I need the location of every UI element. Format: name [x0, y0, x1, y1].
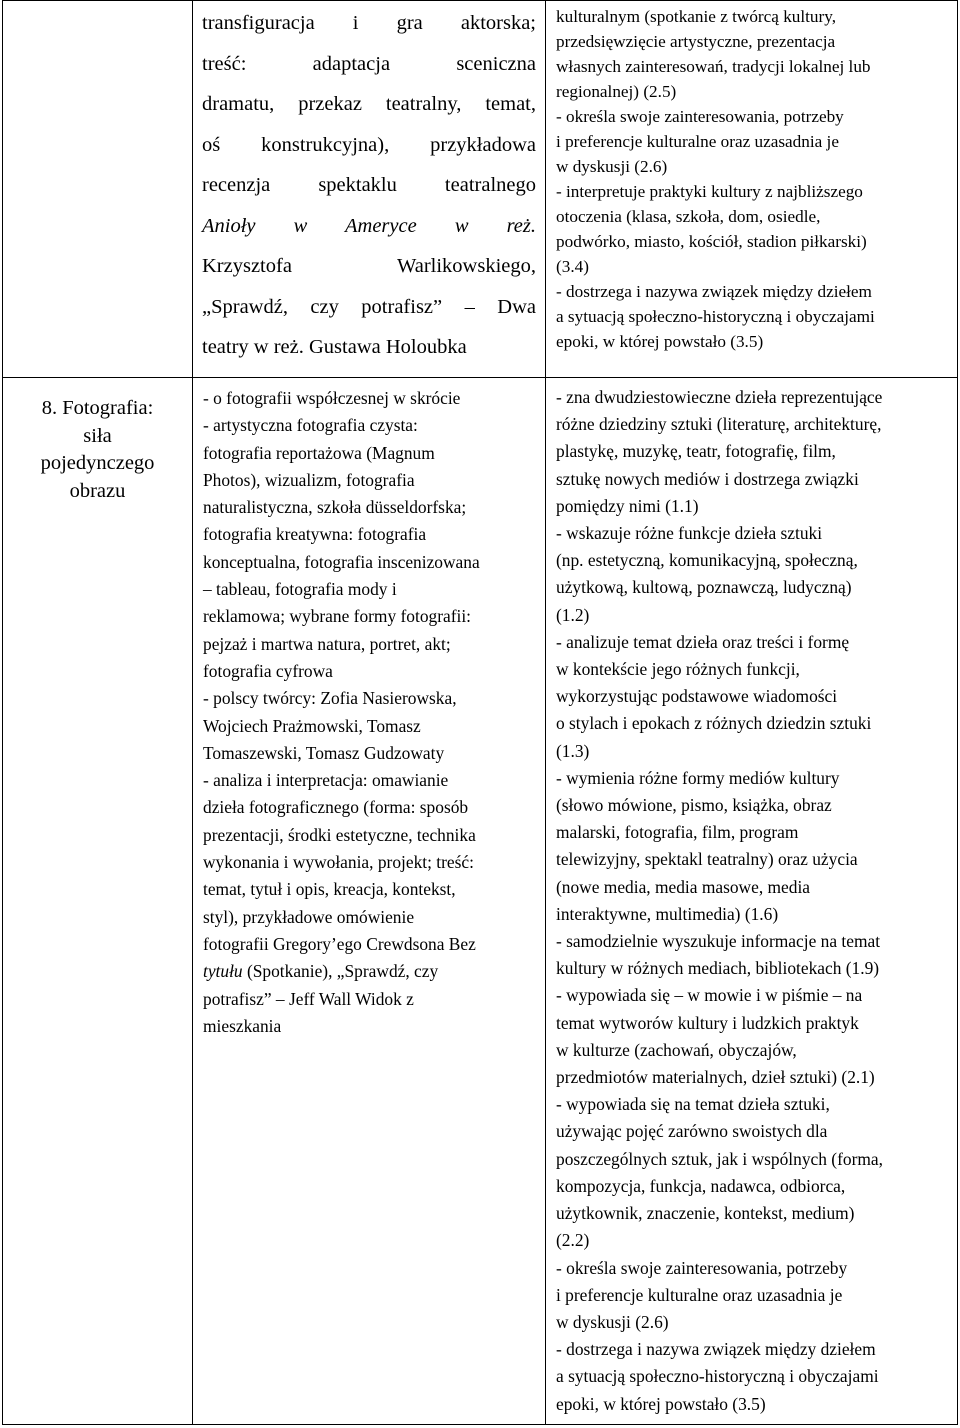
content-line: teatry w reż. Gustawa Holoubka: [202, 336, 467, 358]
topic-cell: [3, 378, 193, 1425]
outcome-line: malarski, fotografia, film, program: [556, 822, 799, 843]
outcome-line: - wskazuje różne funkcje dzieła sztuki: [556, 523, 823, 544]
outcome-line: kultury w różnych mediach, bibliotekach (1.9): [556, 958, 880, 979]
content-line-tail: (Spotkanie), „Sprawdź, czy: [242, 961, 439, 982]
outcome-line: wykorzystując podstawowe wiadomości: [556, 686, 838, 707]
outcome-line: i preferencje kulturalne oraz uzasadnia je: [556, 1284, 843, 1305]
outcome-line: o stylach i epokach z różnych dziedzin sztuki: [556, 713, 872, 734]
outcome-line: użytkową, kultową, poznawczą, ludyczną): [556, 577, 852, 598]
outcome-line: a sytuacją społeczno-historyczną i obyczajami: [556, 1366, 879, 1387]
content-cell: [193, 1, 546, 378]
content-line: fotografia kreatywna: fotografia: [203, 524, 427, 545]
content-text: [193, 1, 545, 368]
outcome-line: w kulturze (zachowań, obyczajów,: [556, 1039, 797, 1060]
outcome-line: - zna dwudziestowieczne dzieła reprezentujące: [556, 387, 883, 407]
content-line: fotografia cyfrowa: [203, 660, 333, 681]
outcome-line: regionalnej) (2.5): [556, 82, 677, 101]
outcome-line: używając pojęć zarówno swoistych dla: [556, 1121, 828, 1142]
outcome-line: (nowe media, media masowe, media: [556, 876, 811, 897]
content-line: – tableau, fotografia mody i: [203, 579, 397, 600]
table-row: [3, 1, 958, 378]
outcome-line: (2.2): [556, 1230, 590, 1251]
content-cell: [193, 378, 546, 1425]
content-line: transfiguracja i gra aktorska;: [202, 12, 536, 34]
outcome-line: otoczenia (klasa, szkoła, dom, osiedle,: [556, 207, 821, 226]
outcome-line: własnych zainteresowań, tradycji lokalnej lub: [556, 57, 871, 76]
content-line: [203, 958, 541, 985]
outcome-line: - samodzielnie wyszukuje informacje na temat: [556, 931, 881, 952]
outcome-line: (3.4): [556, 257, 589, 276]
outcome-line: (słowo mówione, pismo, książka, obraz: [556, 795, 832, 816]
outcome-line: a sytuacją społeczno-historyczną i obyczajami: [556, 307, 875, 326]
content-line: fotografii Gregory’ego Crewdsona Bez: [203, 933, 476, 954]
content-line: mieszkania: [203, 1015, 282, 1036]
topic-line: 8. Fotografia:: [41, 397, 154, 419]
outcome-line: interaktywne, multimedia) (1.6): [556, 903, 779, 924]
outcome-line: - dostrzega i nazywa związek między dziełem: [556, 1339, 876, 1360]
outcome-line: plastykę, muzykę, teatr, fotografię, film,: [556, 441, 836, 462]
content-line: Photos), wizualizm, fotografia: [203, 469, 415, 490]
outcome-line: w dyskusji (2.6): [556, 157, 668, 176]
topic-line: siła: [83, 424, 112, 447]
outcome-line: - dostrzega i nazywa związek między dziełem: [556, 282, 872, 301]
content-line: prezentacji, środki estetyczne, technika: [203, 824, 476, 845]
content-line: konceptualna, fotografia inscenizowana: [203, 551, 480, 572]
content-line: reklamowa; wybrane formy fotografii:: [203, 606, 472, 627]
content-line: temat, tytuł i opis, kreacja, kontekst,: [203, 879, 456, 900]
outcome-line: - określa swoje zainteresowania, potrzeby: [556, 1257, 848, 1278]
outcome-line: w dyskusji (2.6): [556, 1311, 669, 1332]
content-line: - artystyczna fotografia czysta:: [203, 415, 418, 436]
outcome-line: przedsięwzięcie artystyczne, prezentacja: [556, 32, 836, 51]
outcome-line: temat wytworów kultury i ludzkich praktyk: [556, 1012, 859, 1033]
content-line: Krzysztofa Warlikowskiego,: [202, 255, 536, 277]
outcome-line: (1.3): [556, 740, 590, 761]
outcome-line: - wypowiada się na temat dzieła sztuki,: [556, 1094, 830, 1115]
outcome-line: użytkownik, znaczenie, kontekst, medium): [556, 1203, 855, 1224]
content-line: fotografia reportażowa (Magnum: [203, 442, 435, 463]
content-line: dramatu, przekaz teatralny, temat,: [202, 93, 536, 115]
content-line: - polscy twórcy: Zofia Nasierowska,: [203, 688, 457, 709]
content-line: recenzja spektaklu teatralnego: [202, 174, 536, 196]
outcome-line: - wymienia różne formy mediów kultury: [556, 767, 840, 788]
table-row: [3, 378, 958, 1425]
content-text: [193, 378, 545, 1040]
outcome-line: (1.2): [556, 604, 590, 625]
syllabus-table: [2, 0, 958, 1425]
outcome-line: - wypowiada się – w mowie i w piśmie – na: [556, 985, 863, 1006]
content-line: „Sprawdź, czy potrafisz” – Dwa: [202, 295, 536, 318]
outcome-line: przedmiotów materialnych, dzieł sztuki) (2.1): [556, 1067, 875, 1088]
topic-title: [3, 378, 192, 505]
content-line: potrafisz” – Jeff Wall Widok z: [203, 988, 414, 1009]
outcomes-text: [546, 1, 957, 354]
outcome-line: różne dziedziny sztuki (literaturę, architekturę,: [556, 414, 882, 435]
topic-line: pojedynczego: [40, 452, 155, 474]
content-line: styl), przykładowe omówienie: [203, 906, 415, 927]
outcome-line: podwórko, miasto, kościół, stadion piłkarski): [556, 232, 867, 251]
outcomes-text: [546, 378, 957, 1418]
italic-title: tytułu: [203, 961, 243, 982]
topic-line: obrazu: [69, 479, 126, 502]
content-line: oś konstrukcyjna), przykładowa: [202, 133, 536, 156]
content-line: wykonania i wywołania, projekt; treść:: [203, 852, 474, 873]
outcome-line: - określa swoje zainteresowania, potrzeby: [556, 107, 844, 126]
outcome-line: w kontekście jego różnych funkcji,: [556, 659, 800, 680]
content-line: Tomaszewski, Tomasz Gudzowaty: [203, 742, 445, 763]
content-line: pejzaż i martwa natura, portret, akt;: [203, 633, 451, 654]
outcome-line: telewizyjny, spektakl teatralny) oraz użycia: [556, 849, 858, 870]
content-line: dzieła fotograficznego (forma: sposób: [203, 797, 469, 818]
content-line: treść: adaptacja sceniczna: [202, 52, 536, 75]
italic-title: Anioły w Ameryce: [202, 214, 417, 237]
outcome-line: epoki, w której powstało (3.5): [556, 332, 764, 351]
content-line-tail: w reż.: [416, 214, 537, 237]
outcomes-cell: [546, 1, 958, 378]
outcomes-cell: [546, 378, 958, 1425]
outcome-line: (np. estetyczną, komunikacyjną, społeczną,: [556, 550, 858, 571]
outcome-line: sztukę nowych mediów i dostrzega związki: [556, 468, 859, 489]
outcome-line: poszczególnych sztuk, jak i wspólnych (forma,: [556, 1148, 883, 1169]
outcome-line: pomiędzy nimi (1.1): [556, 495, 699, 516]
content-line: - o fotografii współczesnej w skrócie: [203, 388, 461, 408]
topic-cell-empty: [3, 1, 193, 378]
outcome-line: kulturalnym (spotkanie z twórcą kultury,: [556, 7, 837, 26]
outcome-line: - interpretuje praktyki kultury z najbliższego: [556, 182, 863, 201]
content-line: [202, 206, 536, 247]
outcome-line: epoki, w której powstało (3.5): [556, 1393, 766, 1414]
content-line: - analiza i interpretacja: omawianie: [203, 770, 449, 791]
outcome-line: - analizuje temat dzieła oraz treści i formę: [556, 631, 850, 652]
content-line: naturalistyczna, szkoła düsseldorfska;: [203, 497, 467, 518]
outcome-line: kompozycja, funkcja, nadawca, odbiorca,: [556, 1175, 846, 1196]
outcome-line: i preferencje kulturalne oraz uzasadnia je: [556, 132, 839, 151]
content-line: Wojciech Prażmowski, Tomasz: [203, 715, 421, 736]
